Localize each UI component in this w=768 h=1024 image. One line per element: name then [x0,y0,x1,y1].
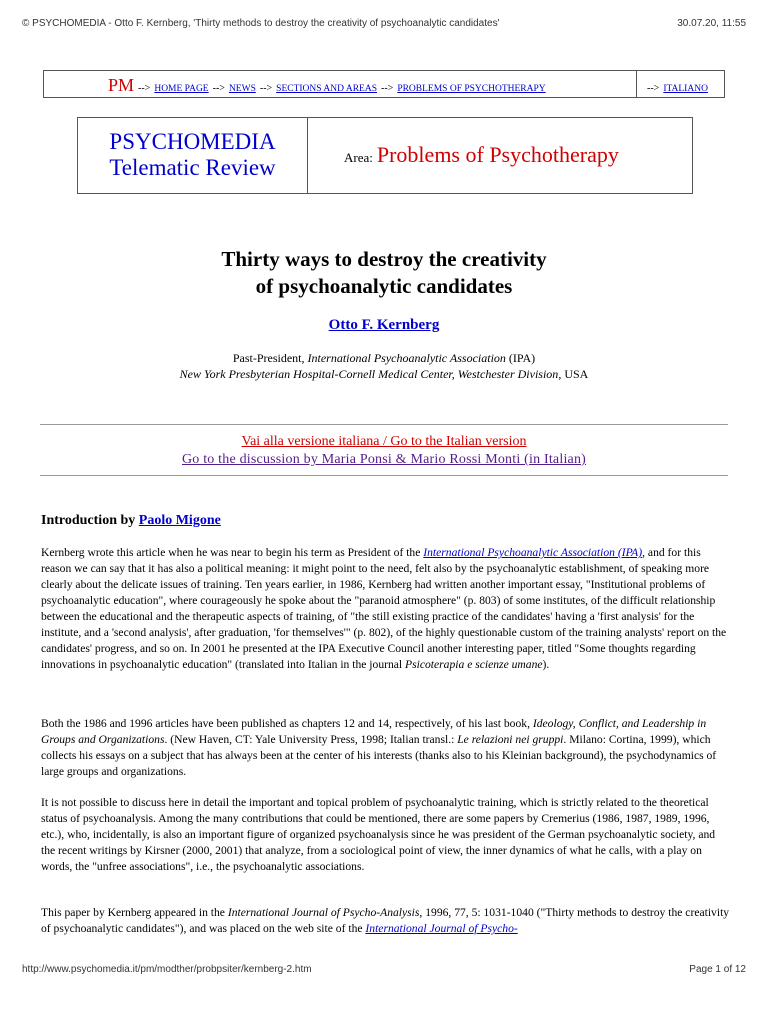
news-link[interactable]: NEWS [228,84,256,94]
breadcrumb-arrow: --> [381,83,394,94]
print-header [22,18,746,32]
paragraph-4 [41,905,731,937]
p1-text-3: ). [542,658,550,671]
area-label: Area: [344,150,373,165]
affiliation-line2 [0,366,768,382]
ipa-link[interactable] [423,546,642,559]
article-title-line1: Thirty ways to destroy the creativity [221,247,547,271]
italiano-link[interactable]: ITALIANO [663,84,708,94]
p2-text-2: . (New Haven, CT: Yale University Press, 1998; Italian transl.: [164,733,458,746]
author-affiliation [0,350,768,382]
author [0,317,768,334]
intro-author-link[interactable]: Paolo Migone [138,513,221,528]
home-page-link[interactable]: HOME PAGE [154,84,209,94]
site-banner [77,117,693,194]
print-footer [22,964,746,978]
breadcrumb [44,71,637,97]
intro-heading [41,513,221,529]
italian-version [0,434,768,450]
area-cell [308,118,692,193]
affil-country: , USA [558,367,589,381]
p4-text: This paper by Kernberg appeared in the [41,906,228,919]
language-cell [637,71,724,97]
site-title-line2: Telematic Review [109,155,276,180]
article-title-line2: of psychoanalytic candidates [255,274,513,298]
p2-book-it: Le relazioni nei gruppi [457,733,564,746]
p1-text-2: , and for this reason we can say that it has also a political meaning: it might point to the need, felt also by the psychoanalytic establishment, of speaking more clearly about the delicate issues of training. Ten years earlier, in 1986, Kernberg had written another important essay, "Institutional problems of psychoanalytic education", where courageously he spoke about the "paranoid atmosphere" (p. 803) of some institutes, of the difficult relationship between the educational and the therapeutic aspects of training, of "the still existing practice of the candidates' having a 'first analysis' for the institute, and a 'second analysis', after graduation, 'for themselves'" (p. 802), of the highly questionable custom of the training analysts' report on the candidates' progress, and so on. In 2001 he presented at the IPA Executive Council another interesting paper, titled "Some thoughts regarding innovations in psychoanalytic education" (translated into Italian in the journal [41,546,727,671]
print-header-title: © PSYCHOMEDIA - Otto F. Kernberg, 'Thirty methods to destroy the creativity of psychoanalytic candidates' [22,18,500,29]
divider [40,424,728,425]
affiliation-line1 [0,350,768,366]
ipa-link-text: International Psychoanalytic Association (IPA) [423,546,643,559]
p4-journal: International Journal of Psycho-Analysis [227,906,420,919]
area-value: Problems of Psychotherapy [376,142,619,167]
divider [40,475,728,476]
breadcrumb-arrow: --> [138,83,151,94]
pm-logo: PM [108,75,135,95]
paragraph-2 [41,716,731,780]
discussion [0,452,768,468]
intro-heading-text: Introduction by [41,513,139,528]
ijpa-link-text: International Journal of Psycho- [365,922,518,935]
discussion-link[interactable]: Go to the discussion by Maria Ponsi & Mario Rossi Monti (in Italian) [181,452,587,467]
ijpa-link[interactable] [365,922,517,935]
sections-link[interactable]: SECTIONS AND AREAS [276,84,377,94]
author-link[interactable]: Otto F. Kernberg [328,317,440,333]
affil-text: Past-President, [232,351,308,365]
affil-abbr: (IPA) [505,351,536,365]
print-header-datetime: 30.07.20, 11:55 [677,18,746,29]
affil-hospital: New York Presbyterian Hospital-Cornell Medical Center, Westchester Division [179,367,559,381]
p2-book: Ideology, Conflict, and Leadership in Groups and Organizations [41,717,707,746]
page-number: Page 1 of 12 [689,964,746,975]
article-title [0,246,768,300]
print-footer-url: http://www.psychomedia.it/pm/modther/probpsiter/kernberg-2.htm [22,964,312,975]
problems-link[interactable]: PROBLEMS OF PSYCHOTHERAPY [397,84,546,94]
affil-ipa: International Psychoanalytic Association [307,351,506,365]
paragraph-3: It is not possible to discuss here in detail the important and topical problem of psychoanalytic training, which is strictly related to the theoretical status of psychoanalysis. Among the many contributions that could be mentioned, there are some papers by Cremerius (1986, 1987, 1989, 1996, etc.), who, incidentally, is also an important figure of organized psychoanalysis since he was president of the German psychoanalytic society, and the recent writings by Kirsner (2000, 2001) that analyze, from a sociological point of view, the inner dynamics of what he calls, with a play on words, the "unfree associations", i.e., the psychoanalytic associations. [41,796,716,873]
p1-journal: Psicoterapia e scienze umane [405,658,543,671]
site-title-line1: PSYCHOMEDIA [109,129,276,154]
p2-text: Both the 1986 and 1996 articles have been published as chapters 12 and 14, respectively, of his last book, [41,717,533,730]
breadcrumb-arrow: --> [647,83,660,94]
p2-text-3: . Milano: Cortina, 1999), which collects his essays on a subject that has always been at the center of his interests (thanks also to his Kleinian background), the psychodynamics of large groups and organizations. [41,733,717,778]
italian-version-link[interactable]: Vai alla versione italiana / Go to the Italian version [241,434,527,449]
paragraph-1 [41,545,731,673]
breadcrumb-nav [43,70,725,98]
breadcrumb-arrow: --> [259,83,273,94]
breadcrumb-arrow: --> [212,83,225,94]
p4-text-2: , 1996, 77, 5: 1031-1040 ("Thirty methods to destroy the creativity of psychoanalytic candidates"), and was placed on the web site of the [41,906,730,935]
p1-text: Kernberg wrote this article when he was near to begin his term as President of the [41,546,424,559]
site-title [78,118,308,193]
